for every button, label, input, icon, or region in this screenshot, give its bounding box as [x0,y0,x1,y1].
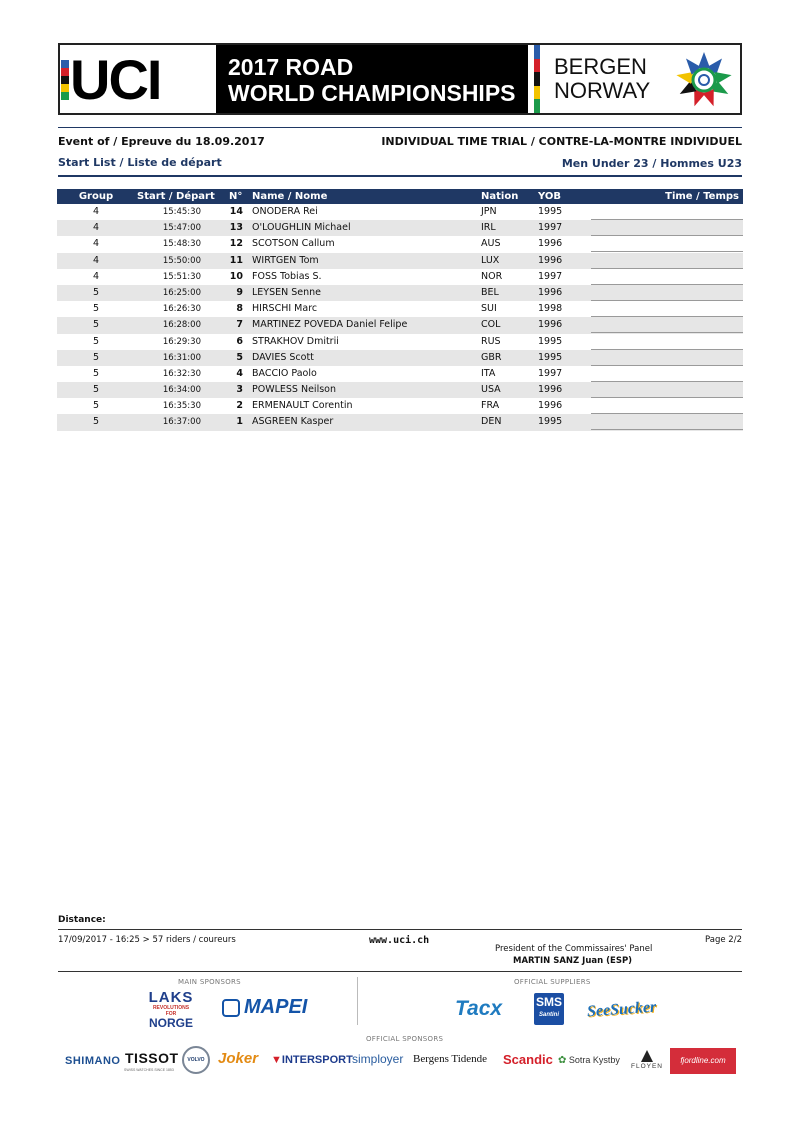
generated-info: 17/09/2017 - 16:25 > 57 riders / coureurs [58,935,236,945]
cell-nation: FRA [481,400,500,412]
title-rule [58,175,742,177]
cell-group: 5 [92,416,100,428]
host-city: BERGEN [554,54,647,79]
tissot-tagline: SWISS WATCHES SINCE 1853 [124,1068,174,1072]
cell-year-of-birth: 1995 [538,206,563,217]
cell-year-of-birth: 1996 [538,286,563,298]
city-rainbow-stripe [534,45,540,113]
cell-start-time: 16:26:30 [162,304,201,315]
time-entry-line [591,429,743,430]
cell-group: 4 [92,206,100,217]
cell-start-time: 15:47:00 [162,223,201,234]
cell-bib-number: 4 [236,367,243,379]
race-category: Men Under 23 / Hommes U23 [561,157,742,170]
cell-year-of-birth: 1996 [538,400,563,412]
sotra-leaf-icon: ✿ [558,1055,567,1066]
cell-year-of-birth: 1997 [538,270,563,282]
cell-start-time: 16:28:00 [162,320,201,331]
sms-santini-logo [534,993,564,1025]
seesucker-logo: SeeSucker [586,998,657,1021]
championship-title-line1: 2017 ROAD [228,54,354,80]
page-number: Page 2/2 [705,935,742,945]
cell-start-time: 15:51:30 [162,271,201,282]
cell-rider-name: ONODERA Rei [252,206,318,217]
rainbow-stripes [61,60,69,100]
cell-nation: IRL [481,222,496,234]
official-sponsors-label: OFFICIAL SPONSORS [366,1035,444,1043]
volvo-logo: VOLVO [182,1046,210,1074]
start-list-label: Start List / Liste de départ [58,156,222,169]
simployer-logo: simployer [352,1052,404,1066]
cell-nation: SUI [481,303,497,315]
cell-start-time: 16:25:00 [162,287,201,298]
intersport-logo [271,1054,353,1066]
stripe-green [61,92,69,100]
cell-nation: BEL [481,286,499,298]
header-banner [58,43,742,115]
shimano-logo: SHIMANO [65,1055,121,1067]
cell-year-of-birth: 1996 [538,384,563,396]
cell-rider-name: LEYSEN Senne [252,286,322,298]
cell-year-of-birth: 1995 [538,351,563,363]
cell-start-time: 15:48:30 [162,239,201,250]
stripe-yellow [534,86,540,100]
cell-nation: USA [481,384,501,396]
cell-nation: NOR [481,270,503,282]
cell-nation: LUX [481,254,500,266]
event-title: INDIVIDUAL TIME TRIAL / CONTRE-LA-MONTRE INDIVIDUEL [381,135,742,148]
sotra-logo-text: Sotra Kystby [568,1055,620,1065]
intersport-logo-text: INTERSPORT [281,1054,353,1066]
mapei-logo-text: MAPEI [244,996,308,1018]
laks-logo-line3: NORGE [148,1016,193,1030]
tissot-logo: TISSOT [125,1050,179,1066]
cell-rider-name: DAVIES Scott [252,351,314,363]
cell-group: 5 [92,303,100,315]
cell-start-time: 16:29:30 [162,336,201,347]
cell-group: 5 [92,400,100,412]
stripe-red [534,59,540,73]
cell-rider-name: MARTINEZ POVEDA Daniel Felipe [252,319,408,331]
cell-group: 5 [92,335,100,347]
cell-nation: COL [481,319,501,331]
table-row [57,204,743,220]
cell-bib-number: 9 [236,286,243,298]
cell-bib-number: 3 [236,384,243,396]
cell-year-of-birth: 1995 [538,416,563,428]
col-header-name: Name / Nome [252,191,328,202]
table-row [57,414,743,430]
cell-year-of-birth: 1996 [538,254,563,266]
cell-group: 5 [92,286,100,298]
mapei-logo [222,996,307,1019]
cell-nation: RUS [481,335,501,347]
table-row [57,366,743,382]
cell-rider-name: FOSS Tobias S. [252,270,322,282]
cell-start-time: 16:35:30 [162,401,201,412]
cell-nation: GBR [481,351,502,363]
cell-rider-name: SCOTSON Callum [252,238,335,250]
cell-group: 4 [92,222,100,234]
cell-rider-name: ERMENAULT Corentin [252,400,353,412]
cell-nation: DEN [481,416,502,428]
start-list-table [57,189,743,431]
stripe-blue [534,45,540,59]
table-row [57,398,743,414]
cell-group: 4 [92,238,100,250]
cell-nation: ITA [481,367,496,379]
bergens-tidende-logo: Bergens Tidende [413,1053,488,1065]
scandic-logo: Scandic [503,1052,553,1067]
cell-year-of-birth: 1997 [538,222,563,234]
cell-year-of-birth: 1997 [538,367,563,379]
laks-logo-line2: REVOLUTIONS FOR [152,1005,190,1017]
sotra-kystby-logo [558,1055,620,1066]
cell-bib-number: 7 [236,319,243,331]
floyen-mountain-icon [641,1050,653,1062]
col-header-time: Time / Temps [665,191,739,202]
table-row [57,382,743,398]
intersport-mark-icon: ▼ [271,1054,282,1066]
sponsor-divider [357,977,358,1025]
cell-bib-number: 10 [229,270,243,282]
stripe-black [61,76,69,84]
president-name: MARTIN SANZ Juan (ESP) [513,956,633,966]
cell-rider-name: ASGREEN Kasper [252,416,334,428]
distance-label: Distance: [58,915,106,925]
stripe-red [61,68,69,76]
table-row [57,253,743,269]
cell-group: 4 [92,254,100,266]
stripe-black [534,72,540,86]
cell-rider-name: HIRSCHI Marc [252,303,318,315]
cell-group: 4 [92,270,100,282]
table-row [57,220,743,236]
cell-group: 5 [92,367,100,379]
cell-start-time: 16:31:00 [162,352,201,363]
tacx-logo: Tacx [455,997,503,1020]
cell-year-of-birth: 1996 [538,319,563,331]
championship-title-line2: WORLD CHAMPIONSHIPS [228,80,516,106]
official-suppliers-label: OFFICIAL SUPPLIERS [514,978,591,986]
cell-start-time: 16:34:00 [162,385,201,396]
joker-logo: Joker [218,1050,259,1067]
laks-logo-line1: LAKS [148,989,194,1006]
cell-bib-number: 11 [229,254,243,266]
stripe-yellow [61,84,69,92]
cell-bib-number: 2 [236,400,243,412]
cell-group: 5 [92,351,100,363]
table-row [57,285,743,301]
cell-year-of-birth: 1996 [538,238,563,250]
floyen-logo: FLOYEN [631,1063,664,1070]
cell-group: 5 [92,319,100,331]
cell-start-time: 15:45:30 [162,207,201,217]
santini-logo-text: Santini [538,1012,559,1018]
col-header-yob: YOB [538,191,562,202]
cell-bib-number: 5 [236,351,243,363]
col-header-group: Group [78,191,114,202]
main-sponsors-label: MAIN SPONSORS [178,978,241,986]
cell-year-of-birth: 1995 [538,335,563,347]
table-body [57,204,743,431]
cell-rider-name: POWLESS Neilson [252,384,336,396]
col-header-start: Start / Départ [137,191,215,202]
col-header-number: N° [229,191,243,202]
cell-rider-name: BACCIO Paolo [252,367,317,379]
event-date: Event of / Epreuve du 18.09.2017 [58,135,265,148]
cell-nation: AUS [481,238,501,250]
stripe-blue [61,60,69,68]
cell-bib-number: 8 [236,303,243,315]
cell-bib-number: 14 [229,206,243,217]
president-title: President of the Commissaires' Panel [495,944,653,954]
cell-start-time: 16:32:30 [162,368,201,379]
table-header [57,189,743,204]
laks-logo [148,990,194,1029]
cell-bib-number: 12 [229,238,243,250]
table-row [57,350,743,366]
fjordline-logo: fjordline.com [670,1048,736,1074]
cell-nation: JPN [481,206,497,217]
cell-rider-name: O'LOUGHLIN Michael [252,222,351,234]
cell-start-time: 16:37:00 [162,417,201,428]
table-row [57,236,743,252]
host-country: NORWAY [554,78,651,103]
cell-bib-number: 6 [236,335,243,347]
cell-group: 5 [92,384,100,396]
mapei-mark-icon [222,999,240,1017]
uci-logo: UCI [70,48,161,111]
table-row [57,317,743,333]
stripe-green [534,99,540,113]
table-row [57,301,743,317]
website-link[interactable]: www.uci.ch [369,935,430,946]
cell-bib-number: 1 [236,416,243,428]
cell-bib-number: 13 [229,222,243,234]
compass-rose-icon [674,50,734,110]
col-header-nation: Nation [481,191,519,202]
cell-start-time: 15:50:00 [162,255,201,266]
table-row [57,334,743,350]
cell-year-of-birth: 1998 [538,303,563,315]
cell-rider-name: STRAKHOV Dmitrii [252,335,339,347]
footer-rule-top [58,929,742,930]
sms-logo-text: SMS [535,995,562,1009]
table-row [57,269,743,285]
footer-rule-bottom [58,971,742,972]
header-rule [58,127,742,128]
cell-rider-name: WIRTGEN Tom [252,254,319,266]
championship-title-box [216,45,528,113]
